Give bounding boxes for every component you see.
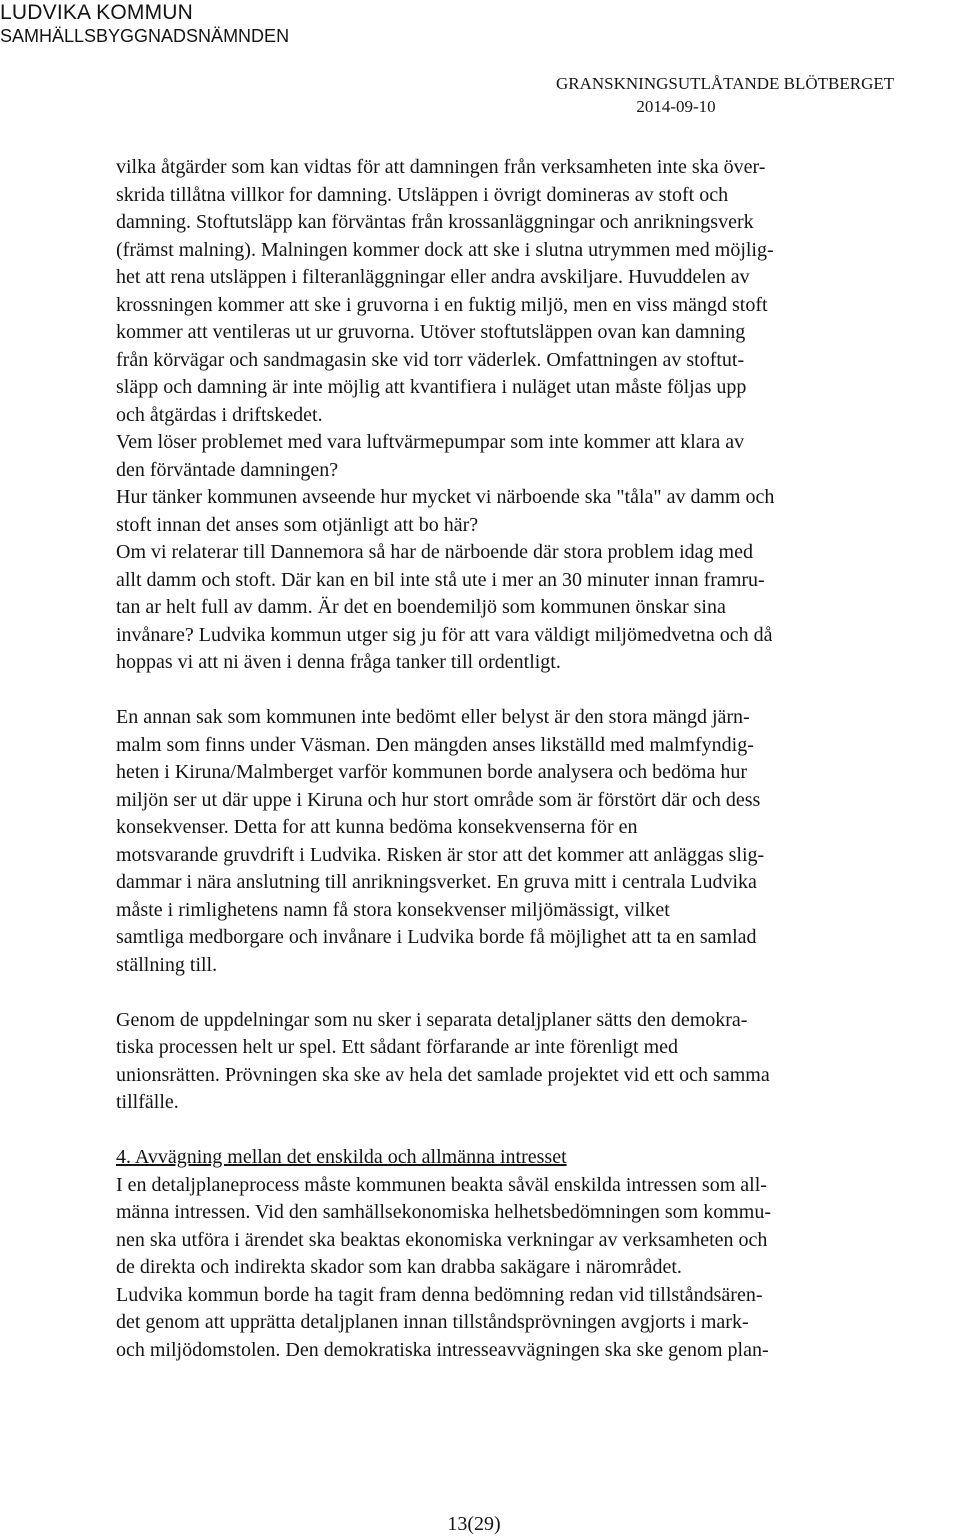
paragraph-interest-balance (116, 1172, 916, 1365)
text-line: damning. Stoftutsläpp kan förväntas från krossanläggningar och anrikningsverk (116, 211, 754, 233)
text-line: invånare? Ludvika kommun utger sig ju för att vara väldigt miljömedvetna och då (116, 623, 773, 646)
paragraph-gap (116, 1117, 916, 1145)
text-line: stoft innan det anses som otjänligt att bo här? (116, 513, 479, 536)
text-line: krossningen kommer att ske i gruvorna i en fuktig miljö, men en viss mängd stoft (116, 293, 768, 316)
section-heading: 4. Avvägning mellan det enskilda och allmänna intresset (116, 1146, 567, 1168)
text-line: släpp och damning är inte möjlig att kvantifiera i nuläget utan måste följas upp (116, 376, 747, 398)
header-left (0, 0, 289, 46)
paragraph-vasman (116, 704, 916, 979)
text-line: heten i Kiruna/Malmberget varför kommunen borde analysera och bedöma hur (116, 761, 748, 783)
text-line: samtliga medborgare och invånare i Ludvika borde få möjlighet att ta en samlad (116, 926, 757, 948)
text-line: unionsrätten. Prövningen ska ske av hela det samlade projektet vid ett och samma (116, 1063, 770, 1086)
text-line: het att rena utsläppen i filteranläggningar eller andra avskiljare. Huvuddelen av (116, 266, 750, 288)
text-line: det genom att upprätta detaljplanen innan tillståndsprövningen avgjorts i mark- (116, 1311, 749, 1333)
text-line: tiska processen helt ur spel. Ett sådant förfarande ar inte förenligt med (116, 1036, 679, 1058)
text-line: En annan sak som kommunen inte bedömt eller belyst är den stora mängd järn- (116, 706, 750, 728)
text-line: allt damm och stoft. Där kan en bil inte stå ute i mer an 30 minuter innan framru- (116, 568, 765, 591)
text-line: Ludvika kommun borde ha tagit fram denna bedömning redan vid tillståndsären- (116, 1283, 763, 1306)
text-line: skrida tillåtna villkor for damning. Utsläppen i övrigt domineras av stoft och (116, 183, 729, 206)
text-line: kommer att ventileras ut ur gruvorna. Utöver stoftutsläppen ovan kan damning (116, 321, 746, 343)
page-number: 13(29) (447, 1513, 501, 1535)
text-line: Genom de uppdelningar som nu sker i separata detaljplaner sätts den demokra- (116, 1008, 748, 1031)
document-title: GRANSKNINGSUTLÅTANDE BLÖTBERGET (556, 74, 895, 93)
text-line: vilka åtgärder som kan vidtas för att damningen från verksamheten inte ska över- (116, 156, 766, 178)
text-line: malm som finns under Väsman. Den mängden anses likställd med malmfyndig- (116, 733, 754, 756)
organization-name: LUDVIKA KOMMUN (0, 1, 193, 24)
paragraph-dust (116, 154, 916, 677)
text-line: nen ska utföra i ärendet ska beaktas ekonomiska verkningar av verksamheten och (116, 1228, 768, 1251)
text-line: hoppas vi att ni även i denna fråga tanker till ordentligt. (116, 651, 561, 673)
text-line: männa intressen. Vid den samhällsekonomiska helhetsbedömningen som kommu- (116, 1201, 771, 1223)
text-line: dammar i nära anslutning till anrikningsverket. En gruva mitt i centrala Ludvika (116, 871, 757, 893)
text-line: Om vi relaterar till Dannemora så har de närboende där stora problem idag med (116, 541, 753, 563)
document-body (116, 154, 916, 1364)
document-date: 2014-09-10 (636, 97, 716, 116)
paragraph-gap (116, 979, 916, 1007)
text-line: miljön ser ut där uppe i Kiruna och hur stort område som är förstört där och dess (116, 788, 761, 811)
text-line: I en detaljplaneprocess måste kommunen beakta såväl enskilda intressen som all- (116, 1173, 767, 1196)
text-line: ställning till. (116, 953, 218, 976)
text-line: och åtgärdas i driftskedet. (116, 403, 323, 426)
text-line: Vem löser problemet med vara luftvärmepumpar som inte kommer att klara av (116, 431, 745, 453)
text-line: Hur tänker kommunen avseende hur mycket vi närboende ska "tåla" av damm och (116, 486, 775, 508)
paragraph-gap (116, 677, 916, 705)
paragraph-detail-plans (116, 1007, 916, 1117)
text-line: de direkta och indirekta skador som kan drabba sakägare i närområdet. (116, 1256, 682, 1278)
text-line: från körvägar och sandmagasin ske vid torr väderlek. Omfattningen av stoftut- (116, 348, 745, 371)
text-line: den förväntade damningen? (116, 458, 339, 481)
text-line: (främst malning). Malningen kommer dock att ske i slutna utrymmen med möjlig- (116, 238, 774, 261)
text-line: och miljödomstolen. Den demokratiska intresseavvägningen ska ske genom plan- (116, 1338, 769, 1361)
department-name: SAMHÄLLSBYGGNADSNÄMNDEN (0, 26, 290, 46)
text-line: tan ar helt full av damm. Är det en boendemiljö som kommunen önskar sina (116, 596, 726, 618)
text-line: tillfälle. (116, 1091, 179, 1113)
text-line: konsekvenser. Detta for att kunna bedöma konsekvenserna för en (116, 816, 638, 838)
text-line: måste i rimlighetens namn få stora konsekvenser miljömässigt, vilket (116, 898, 670, 921)
text-line: motsvarande gruvdrift i Ludvika. Risken är stor att det kommer att anläggas slig- (116, 843, 765, 866)
